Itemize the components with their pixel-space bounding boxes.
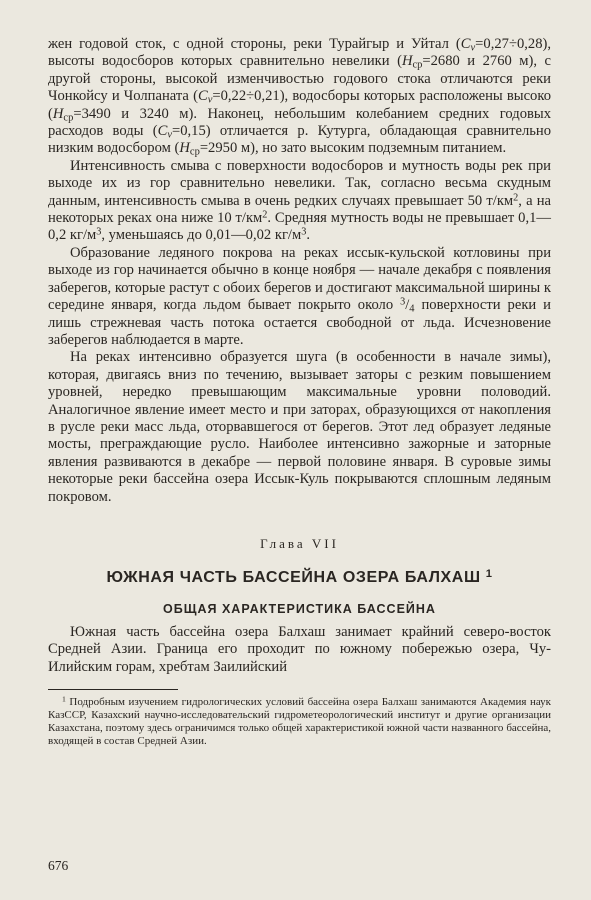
text-segment: H <box>179 140 190 157</box>
footnote <box>48 696 551 748</box>
text-segment: Образование ледяного покрова на реках иссык-кульской котловины при выходе из гор начинается обычно в конце ноября — начале декабря с появления заберегов, которые растут с обоих берегов и достигают максимальной ширины к середине января, когда льдом бывает покрыто около <box>48 244 551 314</box>
text-segment: H <box>401 53 413 70</box>
section-subtitle: ОБЩАЯ ХАРАКТЕРИСТИКА БАССЕЙНА <box>163 601 436 616</box>
text-segment: ср <box>412 60 423 72</box>
intro-paragraph: Южная часть бассейна озера Балхаш занимает крайний северо-восток Средней Азии. Граница его проходит по южному побережью озера, Чу-Илийским горам, хребтам Заилийский <box>48 623 551 675</box>
text-segment: / <box>405 297 410 314</box>
body-paragraph-p2 <box>48 158 551 245</box>
text-segment: , уменьшаясь до 0,01—0,02 кг/м <box>101 227 302 244</box>
text-segment: ср <box>63 112 74 124</box>
body-text <box>48 36 551 506</box>
text-segment: 2 <box>262 209 268 221</box>
footnote-mark: 1 <box>62 694 66 704</box>
chapter-label: Глава VII <box>260 535 339 551</box>
text-segment: =2680 и 2760 м), с другой стороны, высокой изменчивостью годового стока отличаются реки Чонкойсу и Чолпаната ( <box>48 53 551 105</box>
text-segment: =0,22÷0,21), водосборы которых расположены высоко ( <box>48 88 551 122</box>
text-segment: C <box>460 36 471 52</box>
text-segment: 4 <box>409 303 415 315</box>
text-segment: 2 <box>513 192 519 204</box>
body-paragraph-p4 <box>48 349 551 506</box>
title-footnote-mark: 1 <box>485 567 493 580</box>
text-segment: . Средняя мутность воды не превышает 0,1—0,2 кг/м <box>48 210 551 244</box>
text-segment: жен годовой сток, с одной стороны, реки Турайгыр и Уйтал ( <box>48 36 461 52</box>
text-segment: ср <box>189 147 200 159</box>
text-segment: v <box>167 129 172 141</box>
text-segment: H <box>52 105 64 122</box>
text-segment: . <box>306 227 310 244</box>
text-segment: 3 <box>400 296 406 308</box>
body-paragraph-p3 <box>48 245 551 349</box>
text-segment: v <box>207 94 213 106</box>
text-segment: 3 <box>301 226 307 238</box>
text-segment: =0,15) отличается р. Кутурга, обладающая сравнительно низким водосбором ( <box>48 123 552 157</box>
text-segment: C <box>157 123 168 140</box>
chapter-title <box>48 569 551 587</box>
text-segment: , а на некоторых реках она ниже 10 т/км <box>48 192 551 227</box>
body-paragraph-p1 <box>48 36 551 158</box>
chapter-title-text: ЮЖНАЯ ЧАСТЬ БАССЕЙНА ОЗЕРА БАЛХАШ <box>106 568 481 586</box>
footnote-text: Подробным изучением гидрологических условий бассейна озера Балхаш занимаются Академия наук КазССР, Казахский научно-исследовательский гидрометеорологический институт и другие организации Казахстана, поэтому здесь ограничимся только общей характеристикой южной части названного бассейна, входящей в состав Средней Азии. <box>48 696 551 748</box>
text-segment: =2950 м), но зато высоким подземным питанием. <box>199 140 507 157</box>
text-segment: C <box>197 88 208 105</box>
text-segment: Интенсивность смыва с поверхности водосборов и мутность воды рек при выходе их из гор сравнительно невелики. Так, согласно весьма скудным данным, интенсивность смыва в очень редких случаях превышает 50 т/км <box>48 157 551 209</box>
text-segment: 3 <box>96 226 102 238</box>
page-number: 676 <box>48 858 69 873</box>
text-segment: =3490 и 3240 м). Наконец, небольшим колебанием средних годовых расходов воды ( <box>48 105 551 140</box>
text-segment: На реках интенсивно образуется шуга (в особенности в начале зимы), которая, двигаясь вниз по течению, вызывает заторы с резким повышением уровней, нередко превышающим максимальные уровни половодий. Аналогичное явление имеет место и при заторах, образующихся от накопления в русле реки масс льда, оторвавшегося от берегов. Этот лед образует ледяные мосты, преграждающие русло. Наиболее интенсивно зажорные и заторные явления развиваются в декабре — первой половине января. В суровые зимы некоторые реки бассейна озера Иссык-Куль покрываются сплошным ледяным покровом. <box>48 349 551 505</box>
footnote-divider <box>48 689 178 690</box>
text-segment: v <box>470 42 476 54</box>
text-segment: поверхности реки и лишь стрежневая часть потока остается свободной от льда. Исчезновение заберегов наблюдается в марте. <box>48 297 551 348</box>
text-segment: =0,27÷0,28), высоты водосборов которых сравнительно невелики ( <box>48 36 551 70</box>
